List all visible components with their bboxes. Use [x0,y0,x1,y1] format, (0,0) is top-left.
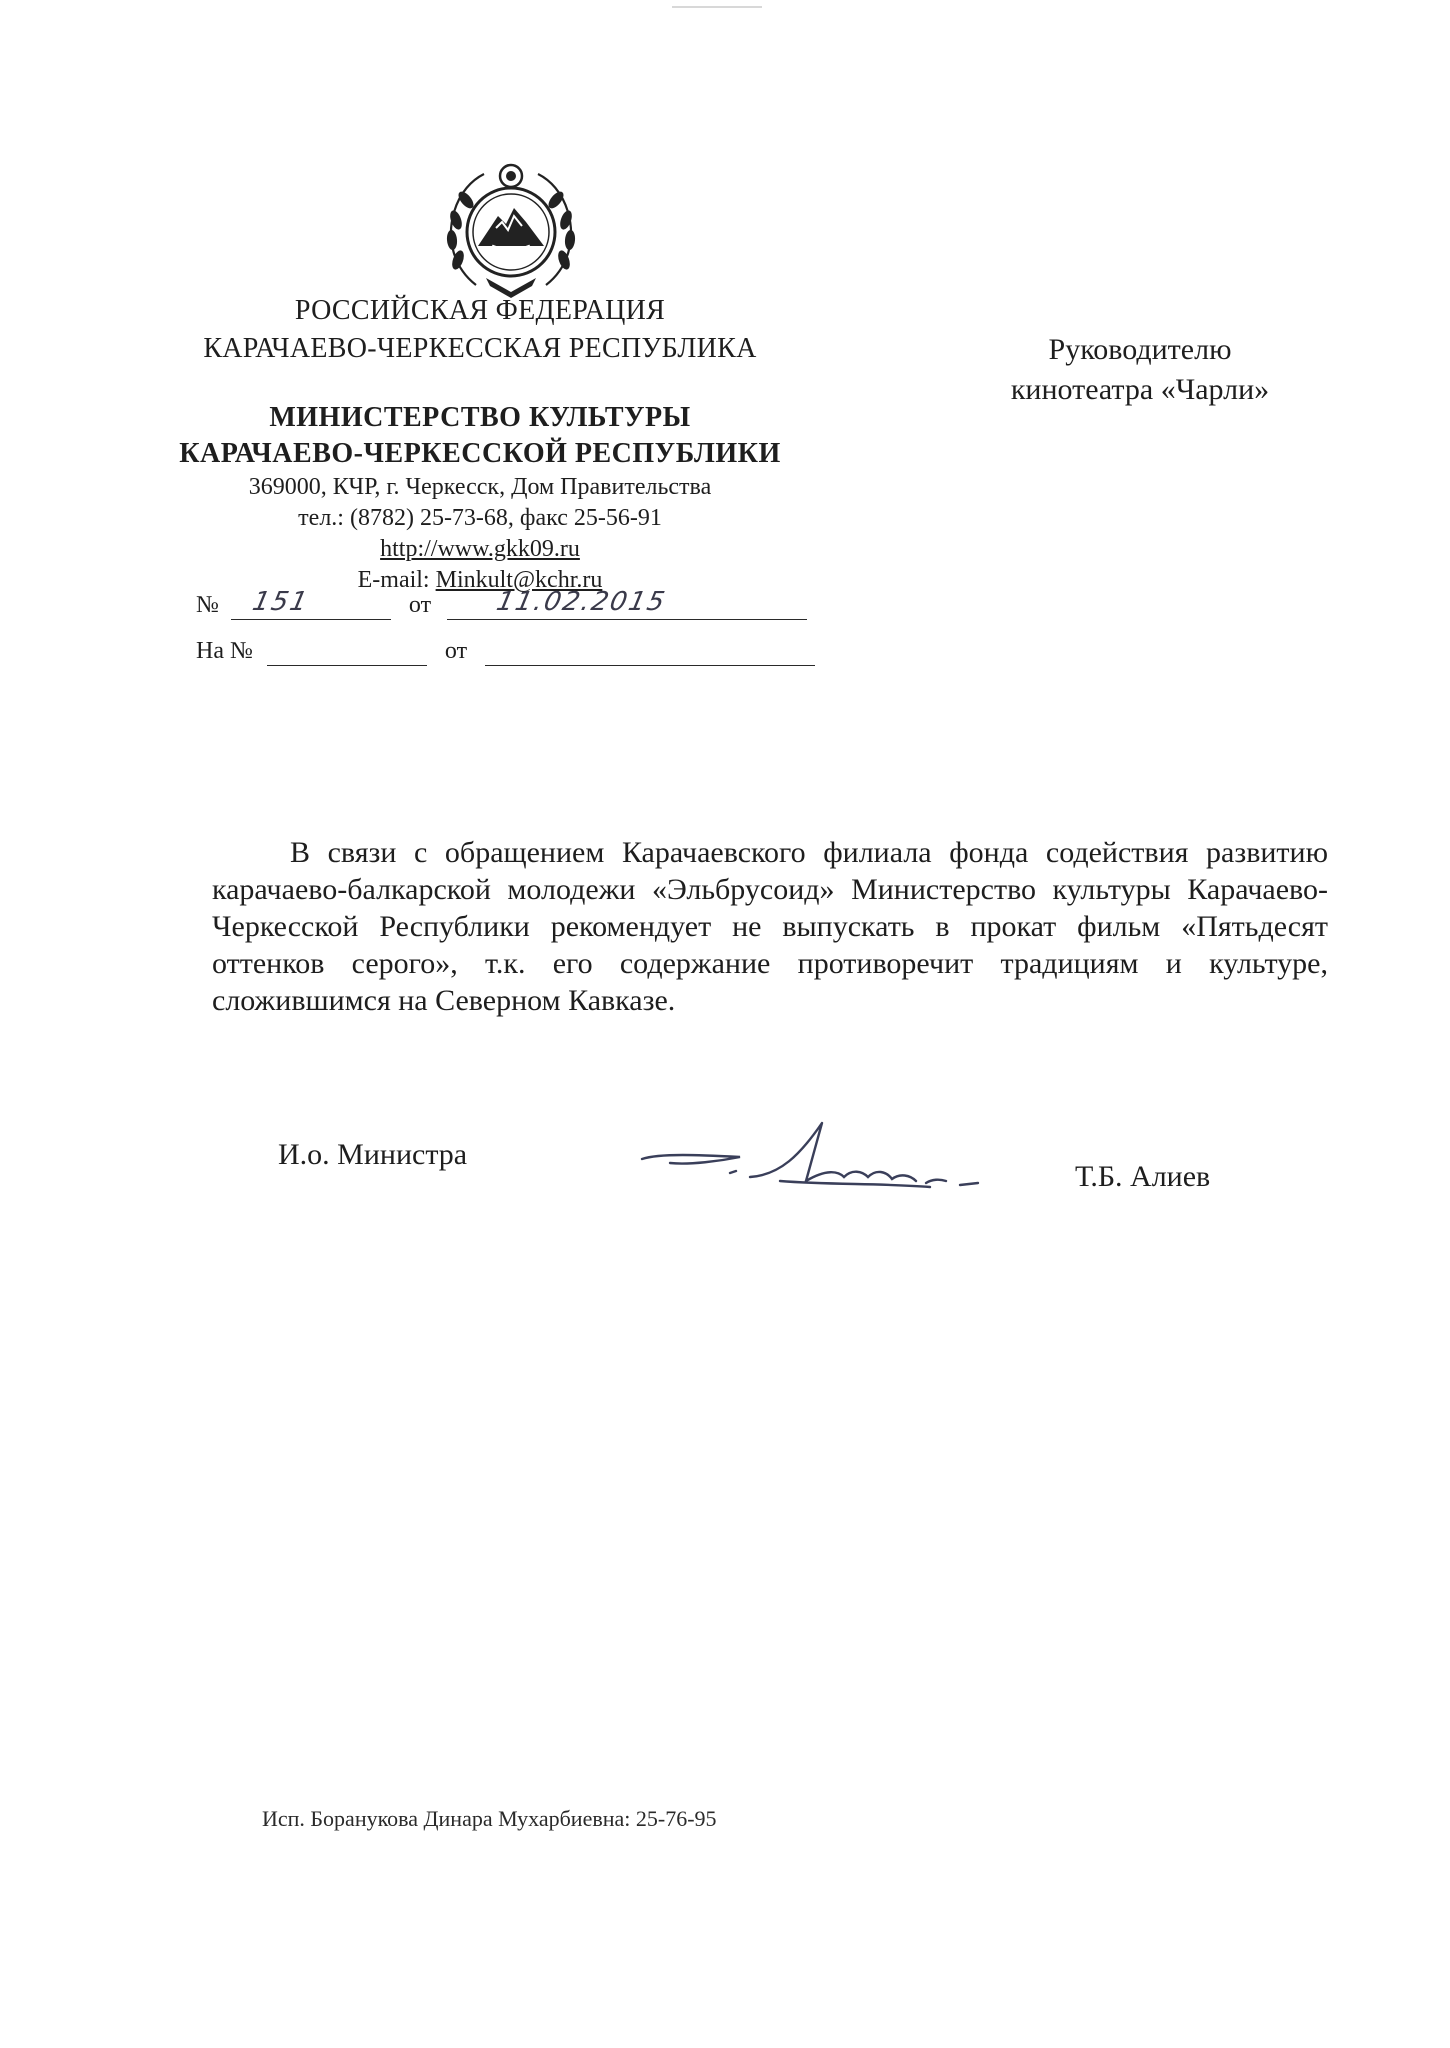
date-label: от [408,592,432,618]
scan-artifact [672,6,762,8]
reply-date-label: от [444,638,468,664]
signatory-name: Т.Б. Алиев [1075,1160,1211,1193]
republic-name: КАРАЧАЕВО-ЧЕРКЕССКАЯ РЕСПУБЛИКА [203,333,757,364]
ministry-address: 369000, КЧР, г. Черкесск, Дом Правительства [248,474,712,500]
reply-number-field [267,637,427,666]
ministry-website-link[interactable]: http://www.gkk09.ru [380,536,580,562]
coat-of-arms-icon [436,150,586,300]
ministry-name-line2: КАРАЧАЕВО-ЧЕРКЕССКОЙ РЕСПУБЛИКИ [179,438,781,469]
handwritten-number: 151 [249,587,312,617]
letter-body: В связи с обращением Карачаевского филиала фонда содействия развитию карачаево-балкарской молодежи «Эльбрусоид» Министерство культуры Карачаево-Черкесской Республики рекомендует не выпускать в прокат фильм «Пятьдесят оттенков серого», т.к. его содержание противоречит традициям и культуре, сложившимся на Северном Кавказе. [212,836,1328,1017]
signatory-role: И.о. Министра [278,1138,468,1171]
country-name: РОССИЙСКАЯ ФЕДЕРАЦИЯ [294,295,666,326]
ministry-email-link[interactable]: Minkult@kchr.ru [435,567,603,593]
ministry-name-line1: МИНИСТЕРСТВО КУЛЬТУРЫ [269,402,691,433]
addressee-line1: Руководителю [1048,333,1232,366]
email-label: E-mail: [357,567,436,593]
number-label: № [196,592,219,618]
reply-date-field [485,637,815,666]
date-field [447,587,807,620]
executor-contact: Исп. Боранукова Динара Мухарбиевна: 25-76-95 [262,1806,717,1831]
ministry-phone: тел.: (8782) 25-73-68, факс 25-56-91 [298,505,662,531]
handwritten-date: 11.02.2015 [493,587,670,617]
reply-number-label: На № [196,638,253,664]
outgoing-number-row [196,587,807,620]
number-field [231,587,391,620]
letterhead [160,292,800,596]
addressee [960,330,1320,410]
addressee-line2: кинотеатра «Чарли» [1010,373,1270,406]
reply-number-row [196,636,815,666]
handwritten-signature [630,1115,1010,1215]
